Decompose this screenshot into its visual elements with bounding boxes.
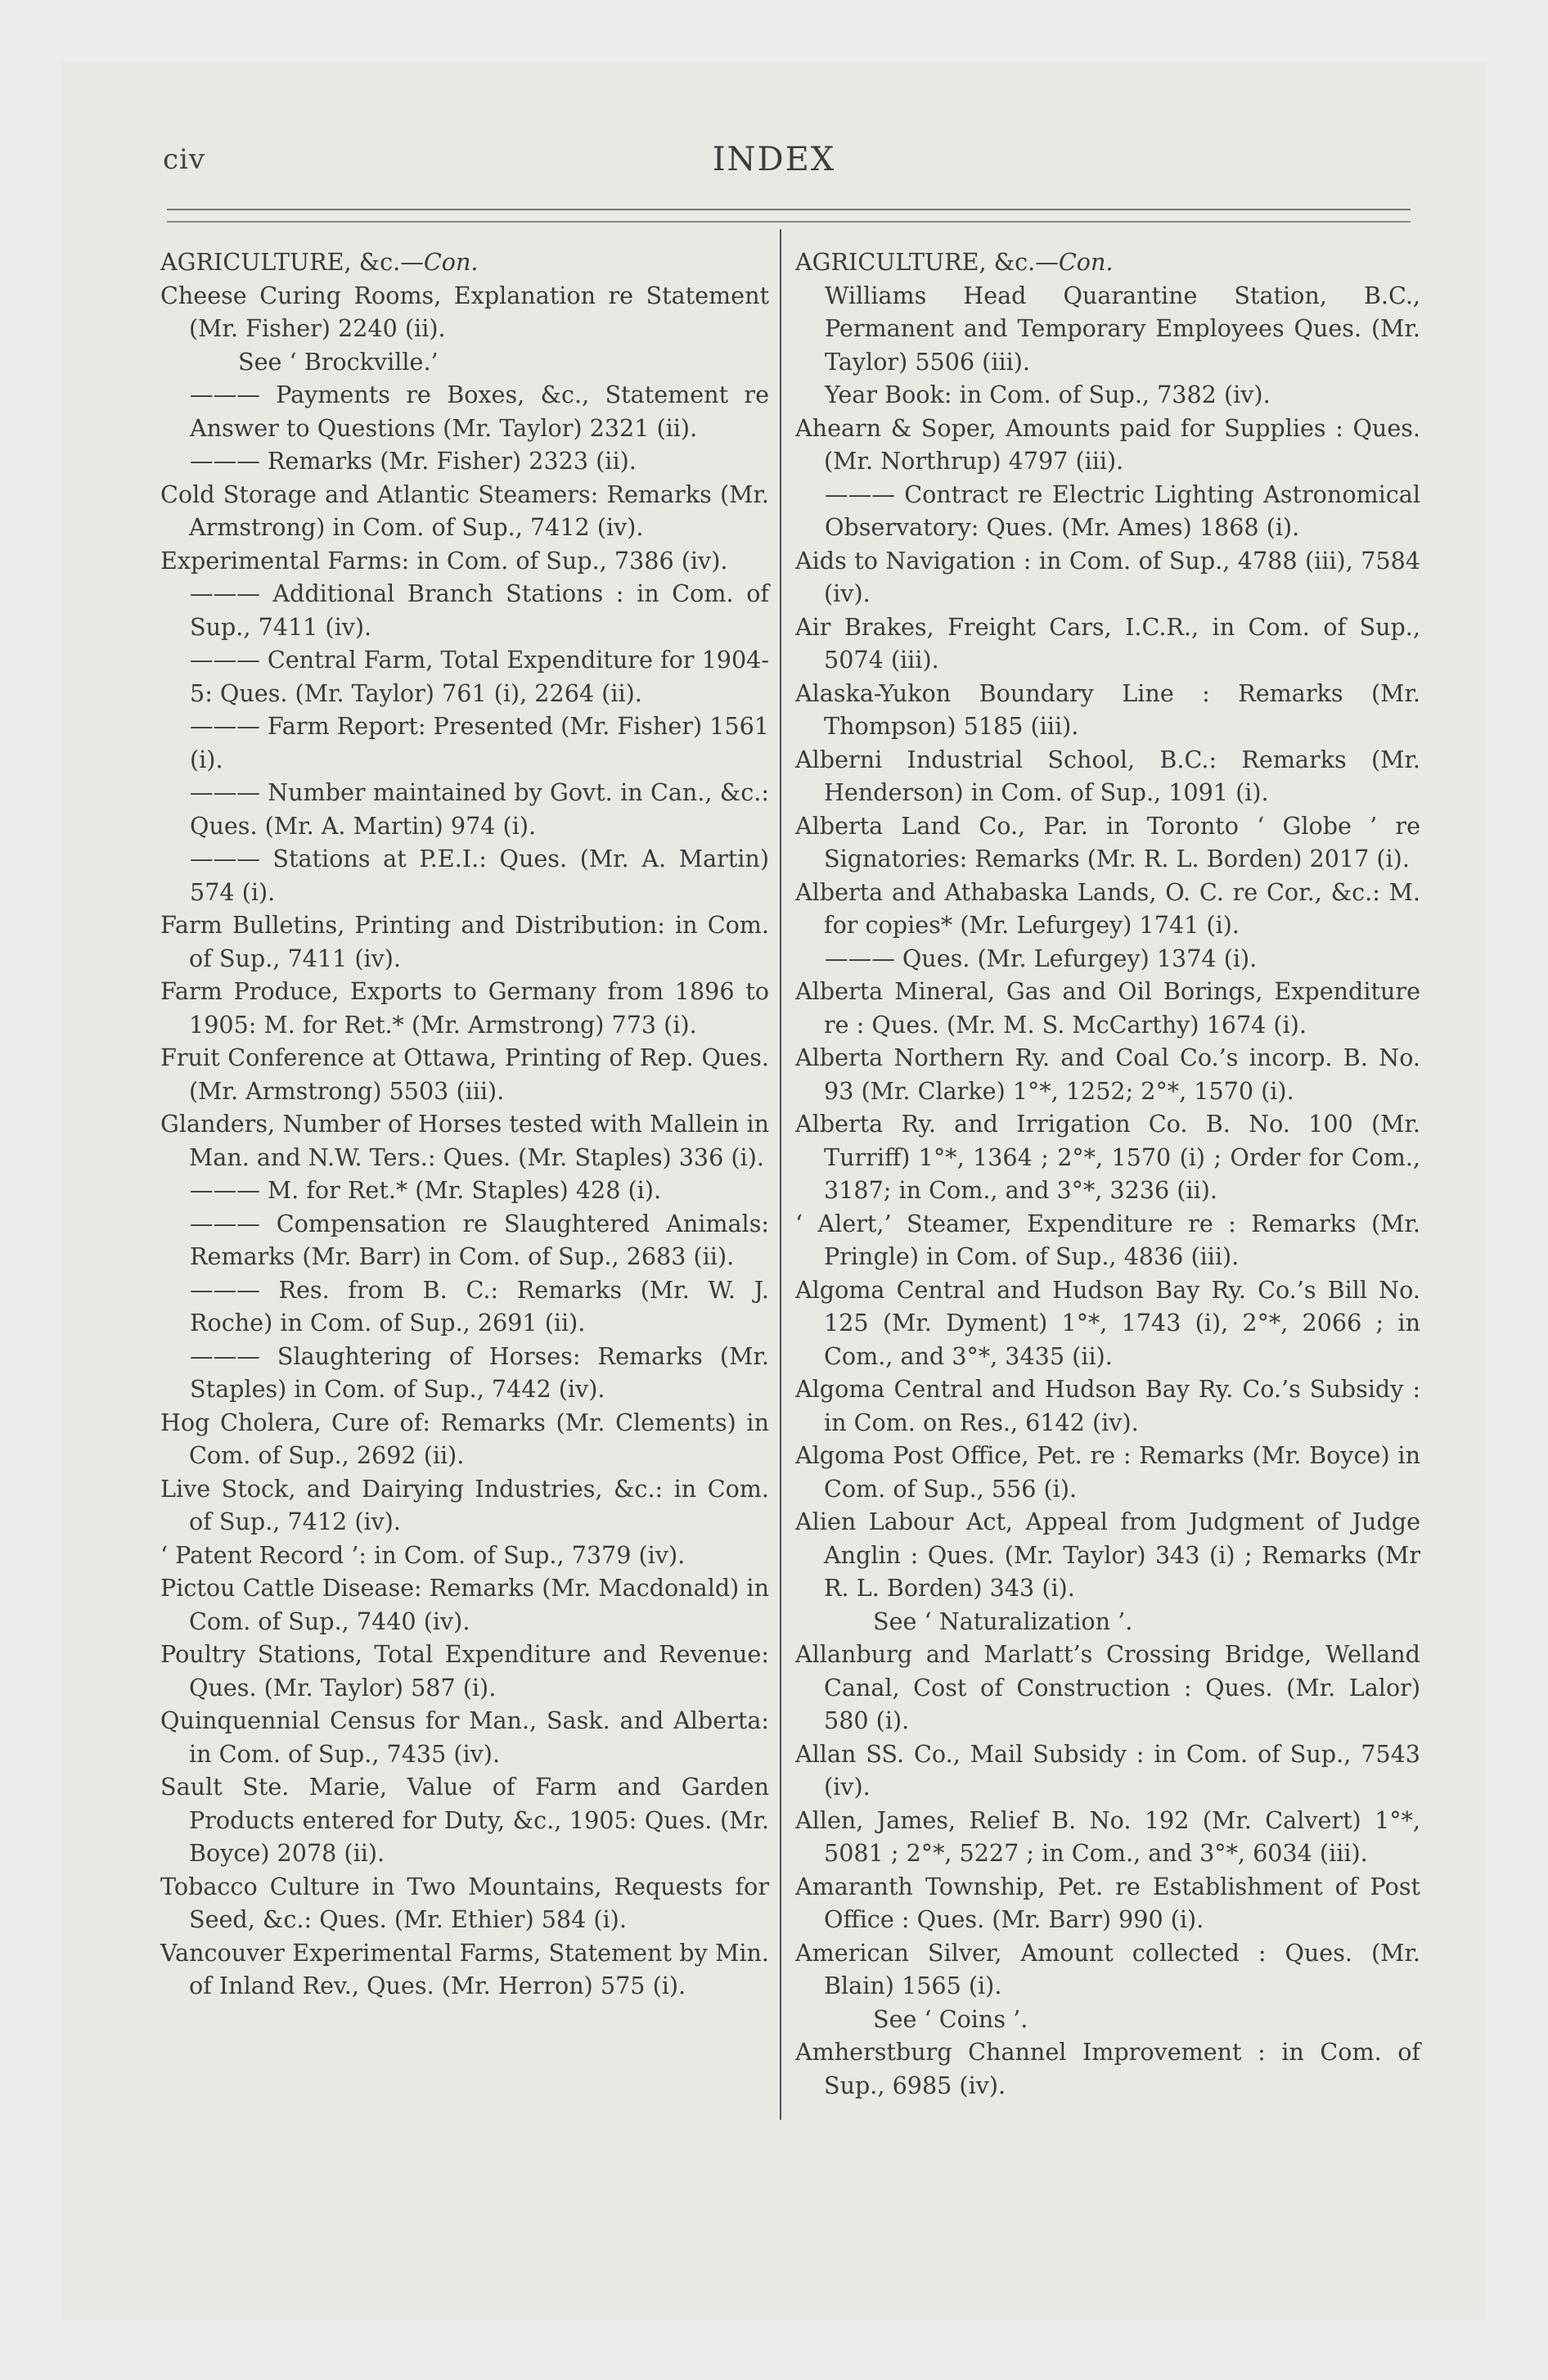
index-entry: Air Brakes, Freight Cars, I.C.R., in Com. of Sup., 5074 (iii).: [795, 612, 1420, 674]
index-entry: Allan SS. Co., Mail Subsidy : in Com. of Sup., 7543 (iv).: [795, 1739, 1420, 1801]
index-entry: Tobacco Culture in Two Mountains, Requests for Seed, &c.: Ques. (Mr. Ethier) 584 (i).: [160, 1872, 769, 1933]
index-entry: Poultry Stations, Total Expenditure and Revenue: Ques. (Mr. Taylor) 587 (i).: [160, 1640, 769, 1702]
index-subentry: ——— M. for Ret.* (Mr. Staples) 428 (i).: [190, 1176, 662, 1204]
index-entry: Ahearn & Soper, Amounts paid for Supplies : Ques. (Mr. Northrup) 4797 (iii).: [795, 413, 1420, 475]
header-rule: [167, 209, 1411, 210]
index-subentry: Williams Head Quarantine Station, B.C., Permanent and Temporary Employees Ques. (Mr. Taylor) 5506 (iii).: [825, 281, 1420, 376]
see-reference: See ‘ Coins ’.: [873, 2004, 1028, 2033]
index-entry: Hog Cholera, Cure of: Remarks (Mr. Clements) in Com. of Sup., 2692 (ii).: [160, 1408, 769, 1469]
index-subentry: ——— Stations at P.E.I.: Ques. (Mr. A. Martin) 574 (i).: [190, 845, 769, 906]
index-entry: Fruit Conference at Ottawa, Printing of Rep. Ques. (Mr. Armstrong) 5503 (iii).: [160, 1044, 769, 1105]
column-divider: [780, 229, 781, 2120]
index-subentry: ——— Res. from B. C.: Remarks (Mr. W. J. Roche) in Com. of Sup., 2691 (ii).: [190, 1275, 769, 1336]
index-entry: Farm Produce, Exports to Germany from 1896 to 1905: M. for Ret.* (Mr. Armstrong) 773 (i).: [160, 977, 769, 1039]
index-entry: Amaranth Township, Pet. re Establishment of Post Office : Ques. (Mr. Barr) 990 (i).: [795, 1872, 1420, 1933]
index-entry: Allanburg and Marlatt’s Crossing Bridge, Welland Canal, Cost of Construction : Ques. (Mr. Lalor) 580 (i).: [795, 1640, 1420, 1734]
index-subentry: ——— Number maintained by Govt. in Can., &c.: Ques. (Mr. A. Martin) 974 (i).: [190, 778, 769, 840]
index-entry: Live Stock, and Dairying Industries, &c.: in Com. of Sup., 7412 (iv).: [160, 1474, 769, 1535]
index-entry: Allen, James, Relief B. No. 192 (Mr. Calvert) 1°*, 5081 ; 2°*, 5227 ; in Com., and 3°*, 6034 (iii).: [795, 1805, 1420, 1867]
index-entry: Alien Labour Act, Appeal from Judgment of Judge Anglin : Ques. (Mr. Taylor) 343 (i) ; Remarks (Mr R. L. Borden) 343 (i).: [795, 1508, 1420, 1602]
index-subentry: ——— Additional Branch Stations : in Com. of Sup., 7411 (iv).: [190, 579, 769, 641]
index-entry: Alaska-Yukon Boundary Line : Remarks (Mr. Thompson) 5185 (iii).: [795, 678, 1420, 740]
page-number: civ: [163, 143, 206, 176]
index-subentry: ——— Slaughtering of Horses: Remarks (Mr. Staples) in Com. of Sup., 7442 (iv).: [190, 1341, 769, 1403]
index-subentry: ——— Remarks (Mr. Fisher) 2323 (ii).: [190, 447, 637, 475]
index-entry: Algoma Central and Hudson Bay Ry. Co.’s Subsidy : in Com. on Res., 6142 (iv).: [795, 1375, 1420, 1436]
index-entry: Alberta Ry. and Irrigation Co. B. No. 100 (Mr. Turriff) 1°*, 1364 ; 2°*, 1570 (i) ; Order for Com., 3187; in Com., and 3°*, 3236 (ii).: [795, 1110, 1420, 1204]
index-subentry: ——— Ques. (Mr. Lefurgey) 1374 (i).: [825, 944, 1258, 972]
index-entry: Sault Ste. Marie, Value of Farm and Garden Products entered for Duty, &c., 1905: Ques. (Mr. Boyce) 2078 (ii).: [160, 1773, 769, 1867]
index-entry: Alberta Land Co., Par. in Toronto ‘ Globe ’ re Signatories: Remarks (Mr. R. L. Borden) 2017 (i).: [795, 811, 1420, 872]
index-entry: Aids to Navigation : in Com. of Sup., 4788 (iii), 7584 (iv).: [795, 546, 1420, 607]
index-entry: Alberni Industrial School, B.C.: Remarks (Mr. Henderson) in Com. of Sup., 1091 (i).: [795, 745, 1420, 806]
column-heading: AGRICULTURE, &c.—Con.: [795, 248, 1114, 276]
header-rule-double: [167, 221, 1411, 223]
index-entry: Alberta and Athabaska Lands, O. C. re Cor., &c.: M. for copies* (Mr. Lefurgey) 1741 (i).: [795, 877, 1420, 939]
index-entry: Farm Bulletins, Printing and Distribution: in Com. of Sup., 7411 (iv).: [160, 911, 769, 972]
index-subentry: ——— Contract re Electric Lighting Astronomical Observatory: Ques. (Mr. Ames) 1868 (i).: [825, 480, 1420, 541]
index-entry: Cold Storage and Atlantic Steamers: Remarks (Mr. Armstrong) in Com. of Sup., 7412 (iv).: [160, 480, 769, 541]
index-subentry: ——— Central Farm, Total Expenditure for 1904-5: Ques. (Mr. Taylor) 761 (i), 2264 (ii).: [190, 646, 769, 707]
index-entry: American Silver, Amount collected : Ques. (Mr. Blain) 1565 (i).: [795, 1938, 1420, 1999]
index-subentry: ——— Farm Report: Presented (Mr. Fisher) 1561 (i).: [190, 712, 770, 773]
page-title: INDEX: [712, 141, 836, 178]
index-entry: Pictou Cattle Disease: Remarks (Mr. Macdonald) in Com. of Sup., 7440 (iv).: [160, 1574, 769, 1635]
index-entry: Alberta Northern Ry. and Coal Co.’s incorp. B. No. 93 (Mr. Clarke) 1°*, 1252; 2°*, 1570 (i).: [795, 1044, 1420, 1105]
index-subentry: Year Book: in Com. of Sup., 7382 (iv).: [825, 381, 1271, 408]
index-entry: Amherstburg Channel Improvement : in Com. of Sup., 6985 (iv).: [795, 2038, 1420, 2099]
column-heading: AGRICULTURE, &c.—Con.: [160, 248, 479, 276]
index-entry: Vancouver Experimental Farms, Statement by Min. of Inland Rev., Ques. (Mr. Herron) 575 (i).: [160, 1938, 769, 1999]
index-entry: Cheese Curing Rooms, Explanation re Statement (Mr. Fisher) 2240 (ii).: [160, 281, 769, 342]
see-reference: See ‘ Naturalization ’.: [873, 1607, 1133, 1635]
index-entry: Glanders, Number of Horses tested with Mallein in Man. and N.W. Ters.: Ques. (Mr. Staples) 336 (i).: [160, 1110, 769, 1171]
index-entry: Algoma Central and Hudson Bay Ry. Co.’s Bill No. 125 (Mr. Dyment) 1°*, 1743 (i), 2°*, 2066 ; in Com., and 3°*, 3435 (ii).: [795, 1275, 1420, 1370]
index-subentry: ——— Payments re Boxes, &c., Statement re Answer to Questions (Mr. Taylor) 2321 (ii).: [190, 381, 769, 442]
index-entry: Alberta Mineral, Gas and Oil Borings, Expenditure re : Ques. (Mr. M. S. McCarthy) 1674 (i).: [795, 977, 1420, 1039]
index-entry: Experimental Farms: in Com. of Sup., 7386 (iv).: [160, 546, 728, 575]
right-column: [795, 246, 1420, 2102]
see-reference: See ‘ Brockville.’: [238, 347, 439, 376]
index-subentry: ——— Compensation re Slaughtered Animals: Remarks (Mr. Barr) in Com. of Sup., 2683 (ii).: [190, 1209, 769, 1270]
index-entry: ‘ Alert,’ Steamer, Expenditure re : Remarks (Mr. Pringle) in Com. of Sup., 4836 (iii).: [795, 1209, 1420, 1270]
left-column: [160, 246, 769, 2003]
index-entry: Quinquennial Census for Man., Sask. and Alberta: in Com. of Sup., 7435 (iv).: [160, 1706, 769, 1768]
index-entry: ‘ Patent Record ’: in Com. of Sup., 7379 (iv).: [160, 1540, 686, 1569]
index-entry: Algoma Post Office, Pet. re : Remarks (Mr. Boyce) in Com. of Sup., 556 (i).: [795, 1441, 1420, 1503]
